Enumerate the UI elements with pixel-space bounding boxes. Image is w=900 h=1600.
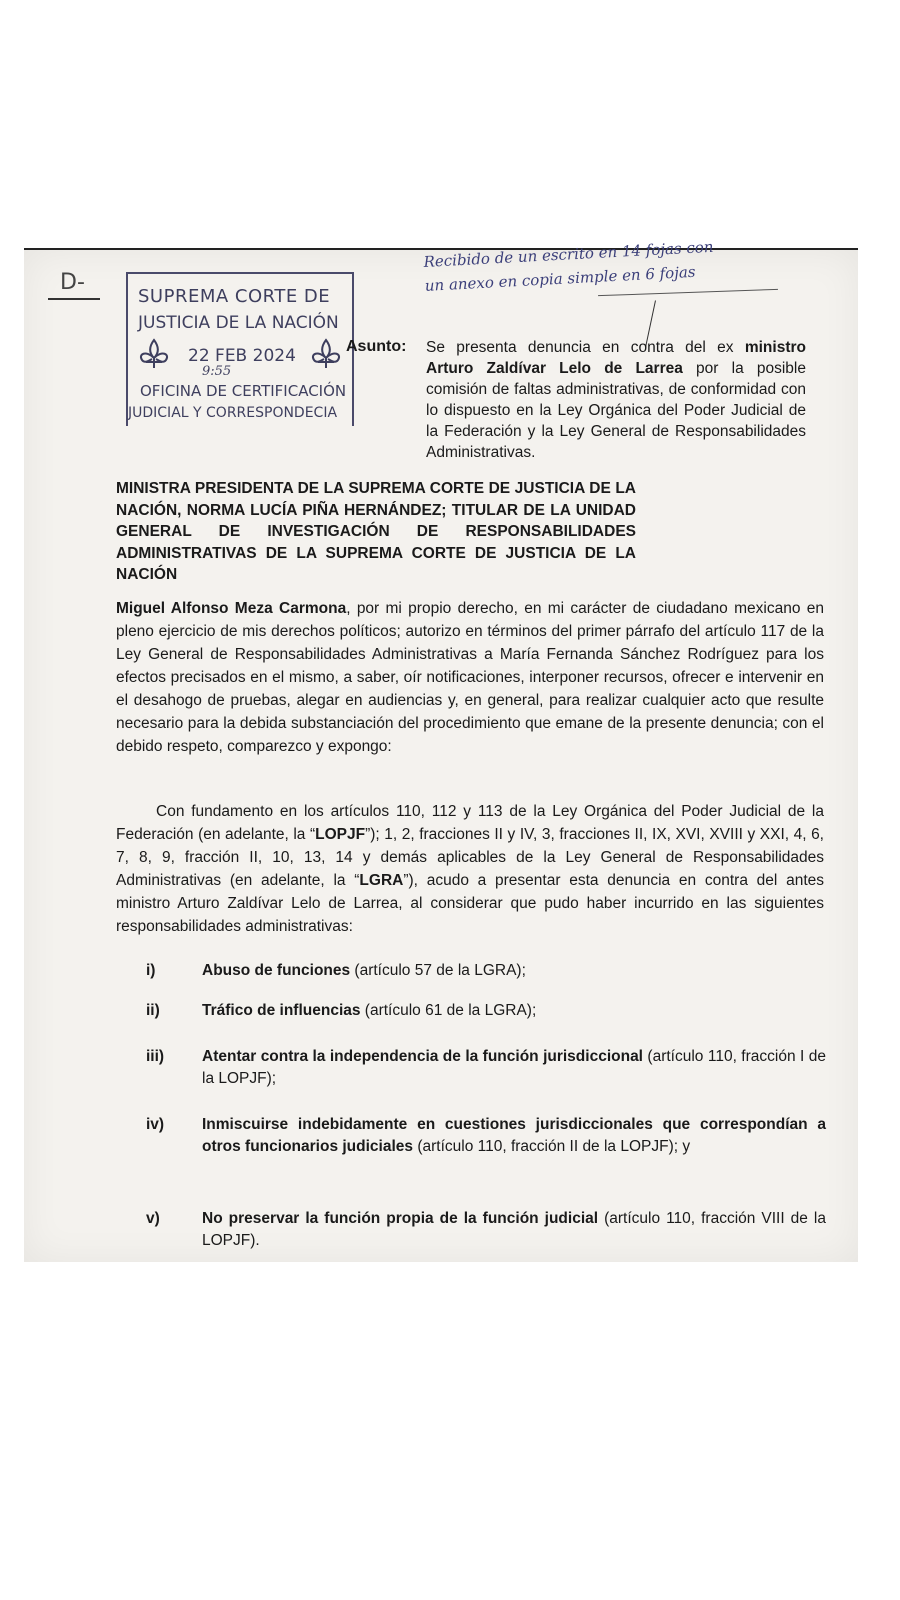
legal-basis-part-3: ”), acudo a presentar esta denuncia en contra del antes ministro Arturo Zaldívar Lelo de Larrea, al considerar que pudo haber incurrido en las siguientes responsabilidades administrativas:: [116, 872, 825, 935]
list-item-reference: (artículo 110, fracción VIII de la LOPJF).: [202, 1210, 826, 1249]
handwritten-line-1: Recibido de un escrito en 14 fojas con: [423, 237, 714, 271]
reception-stamp: [126, 272, 354, 426]
paragraph-legal-basis: [116, 800, 824, 938]
list-item-reference: (artículo 110, fracción I de la LOPJF);: [202, 1048, 826, 1087]
list-item-title: Tráfico de influencias: [202, 1002, 361, 1019]
list-item: [146, 960, 826, 982]
asunto-label: Asunto:: [346, 338, 407, 355]
asunto-text: [426, 337, 806, 463]
asunto-intro: Se presenta denuncia en contra del ex: [426, 339, 745, 356]
list-item-title: No preservar la función propia de la función judicial: [202, 1210, 599, 1227]
list-item-title: Atentar contra la independencia de la función jurisdiccional: [202, 1048, 643, 1065]
stamp-line-3: OFICINA DE CERTIFICACIÓN: [140, 382, 347, 400]
list-item: [146, 1208, 826, 1252]
fleur-de-lis-icon: [136, 338, 172, 370]
handwritten-line-2: un anexo en copia simple en 6 fojas: [424, 262, 696, 295]
paragraph-intro: [116, 597, 824, 758]
asunto-bold: ministro Arturo Zaldívar Lelo de Larrea: [426, 339, 806, 377]
abbr-lgra: LGRA: [359, 872, 404, 889]
list-item-number: iii): [146, 1048, 165, 1065]
stamp-line-4: JUDICIAL Y CORRESPONDECIA: [128, 405, 338, 421]
stamp-date: 22 FEB 2024: [188, 346, 296, 366]
abbr-lopjf: LOPJF: [315, 826, 366, 843]
fleur-de-lis-icon: [308, 338, 344, 370]
list-item-number: i): [146, 962, 156, 979]
stamp-time: 9:55: [202, 364, 232, 379]
list-item-title: Abuso de funciones: [202, 962, 351, 979]
stamp-line-1: SUPREMA CORTE DE: [138, 286, 331, 307]
legal-basis-part-1: Con fundamento en los artículos 110, 112 y 113 de la Ley Orgánica del Poder Judicial de la Federación (en adelante, la “: [116, 803, 824, 843]
list-item-reference: (artículo 110, fracción II de la LOPJF); y: [413, 1138, 691, 1155]
list-item-number: ii): [146, 1002, 160, 1019]
list-item-number: v): [146, 1210, 160, 1227]
list-item-reference: (artículo 61 de la LGRA);: [360, 1002, 537, 1019]
list-item-reference: (artículo 57 de la LGRA);: [350, 962, 526, 979]
margin-mark: D-: [60, 270, 85, 295]
list-item: [146, 1000, 826, 1022]
complainant-name: Miguel Alfonso Meza Carmona: [116, 600, 347, 617]
margin-underline: [48, 298, 100, 300]
stamp-line-2: JUSTICIA DE LA NACIÓN: [138, 313, 339, 333]
list-item: [146, 1114, 826, 1158]
list-item: [146, 1046, 826, 1090]
paragraph-intro-text: , por mi propio derecho, en mi carácter de ciudadano mexicano en pleno ejercicio de mis derechos políticos; autorizo en términos del primer párrafo del artículo 117 de la Ley General de Responsabilidades Administrativas a María Fernanda Sánchez Rodríguez para los efectos precisados en el mismo, a saber, oír notificaciones, interponer recursos, ofrecer e intervenir en el desahogo de pruebas, alegar en audiencias y, en general, para realizar cualquier acto que resulte necesario para la debida substanciación del procedimiento que emane de la presente denuncia; con el debido respeto, comparezco y expongo:: [116, 600, 824, 755]
list-item-title: Inmiscuirse indebidamente en cuestiones jurisdiccionales que correspondían a otros funcionarios judiciales: [202, 1116, 826, 1155]
list-item-number: iv): [146, 1116, 165, 1133]
legal-basis-part-2: ”); 1, 2, fracciones II y IV, 3, fracciones II, IX, XVI, XVIII y XXI, 4, 6, 7, 8, 9, fracción II, 10, 13, 14 y demás aplicables de la Ley General de Responsabilidades Administrativas (en adelante, la “: [116, 826, 824, 889]
asunto-rest: por la posible comisión de faltas administrativas, de conformidad con lo dispuesto en la Ley Orgánica del Poder Judicial de la Federación y la Ley General de Responsabilidades Administrativas.: [426, 360, 806, 461]
addressee-heading: MINISTRA PRESIDENTA DE LA SUPREMA CORTE DE JUSTICIA DE LA NACIÓN, NORMA LUCÍA PIÑA HERNÁNDEZ; TITULAR DE LA UNIDAD GENERAL DE INVESTIGACIÓN DE RESPONSABILIDADES ADMINISTRATIVAS DE LA SUPREMA CORTE DE JUSTICIA DE LA NACIÓN: [116, 480, 636, 583]
